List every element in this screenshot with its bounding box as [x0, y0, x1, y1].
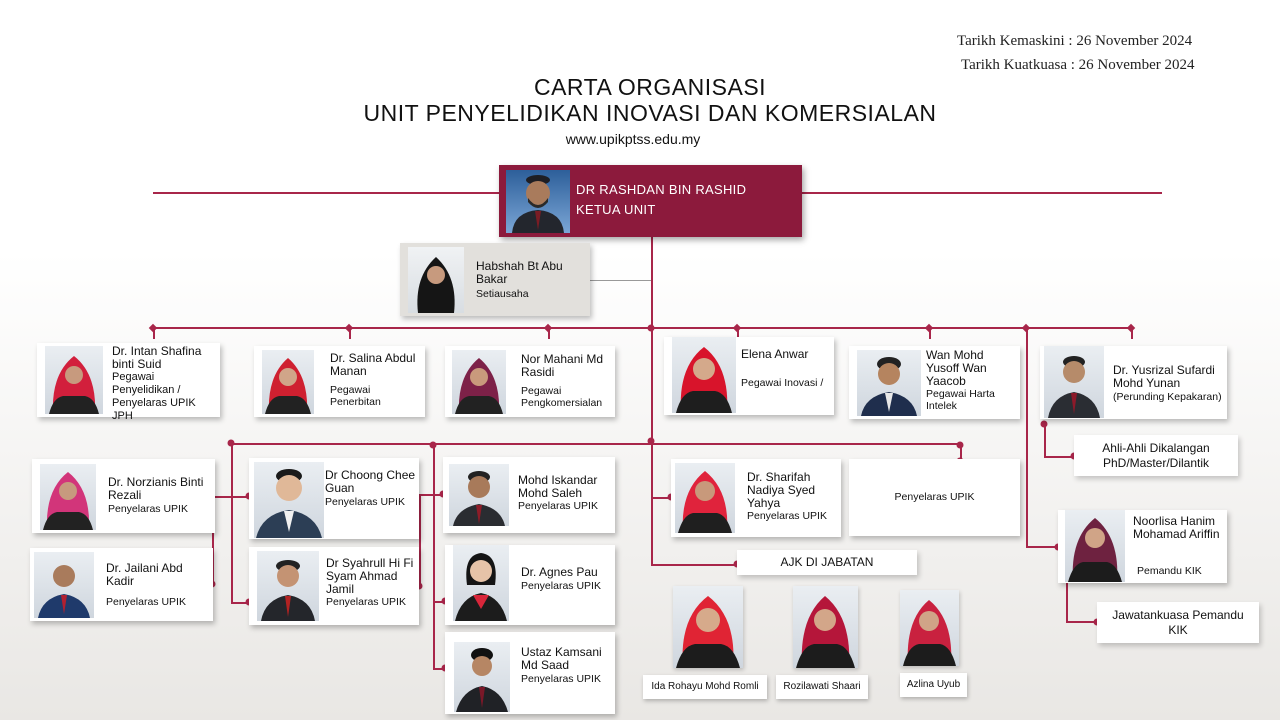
- kik-committee-connector: [1066, 621, 1097, 623]
- secretary-name: Habshah Bt Abu Bakar: [476, 259, 563, 286]
- kik-name: Noorlisa Hanim Mohamad Ariffin: [1133, 514, 1220, 541]
- ajk-label-box[interactable]: AJK DI JABATAN: [737, 550, 917, 575]
- person-avatar-icon: [262, 350, 314, 414]
- person-avatar-icon: [1044, 346, 1104, 418]
- head-photo: [506, 170, 570, 233]
- junction-dot: [228, 440, 235, 447]
- kik-branch-line: [1026, 327, 1028, 547]
- junction-dot: [648, 325, 655, 332]
- coord-connector: [212, 496, 249, 498]
- officer-card[interactable]: [1040, 346, 1227, 419]
- officer-bus-line: [153, 327, 1131, 329]
- kik-role: Pemandu KIK: [1137, 565, 1202, 577]
- person-avatar-icon: [454, 642, 510, 712]
- person-avatar-icon: [900, 590, 959, 666]
- officer-role: Pegawai Harta Intelek: [926, 388, 995, 412]
- junction-diamond: [544, 324, 552, 332]
- junction-diamond: [925, 324, 933, 332]
- coordinator-name: Dr. Sharifah Nadiya Syed Yahya: [747, 470, 816, 510]
- secretary-card[interactable]: [400, 243, 590, 316]
- person-avatar-icon: [449, 464, 509, 526]
- secretary-photo: [408, 247, 464, 313]
- coordinator-name: Dr Syahrull Hi Fi Syam Ahmad Jamil: [326, 556, 414, 596]
- header-rule-left: [153, 192, 500, 194]
- junction-diamond: [149, 324, 157, 332]
- coordinator-card[interactable]: [849, 459, 1020, 536]
- coordinator-card[interactable]: [249, 547, 419, 625]
- junction-dot: [430, 442, 437, 449]
- officer-role: Pegawai Penyelidikan / Penyelaras UPIK JPH: [112, 371, 196, 422]
- coordinator-role: Penyelaras UPIK: [518, 500, 598, 512]
- head-name: DR RASHDAN BIN RASHID: [576, 182, 747, 197]
- person-avatar-icon: [452, 350, 506, 414]
- kik-committee-box[interactable]: Jawatankuasa Pemandu KIK: [1097, 602, 1259, 643]
- person-avatar-icon: [34, 552, 94, 618]
- junction-dot: [1041, 421, 1048, 428]
- junction-diamond: [345, 324, 353, 332]
- person-avatar-icon: [453, 545, 509, 621]
- officer-role: Pegawai Penerbitan: [330, 384, 381, 408]
- junction-dot: [648, 438, 655, 445]
- coordinator-role: Penyelaras UPIK: [521, 673, 601, 685]
- coordinator-card[interactable]: [445, 632, 615, 714]
- ajk-member-name: Rozilawati Shaari: [776, 675, 868, 699]
- officer-photo: [452, 350, 506, 414]
- kik-card[interactable]: [1058, 510, 1227, 583]
- coordinator-role: Penyelaras UPIK: [747, 510, 827, 522]
- officer-name: Nor Mahani Md Rasidi: [521, 352, 604, 379]
- person-avatar-icon: [254, 462, 324, 538]
- header-rule-right: [802, 192, 1162, 194]
- effective-date: Tarikh Kuatkuasa : 26 November 2024: [961, 57, 1195, 73]
- coordinator-name: Dr. Norzianis Binti Rezali: [108, 475, 204, 502]
- person-avatar-icon: [675, 463, 735, 533]
- person-avatar-icon: [857, 350, 921, 416]
- junction-dot: [957, 442, 964, 449]
- coordinator-photo: [449, 464, 509, 526]
- coordinator-name: Mohd Iskandar Mohd Saleh: [518, 473, 598, 500]
- coordinator-photo: [34, 552, 94, 618]
- coordinator-photo: [453, 545, 509, 621]
- coordinator-role: Penyelaras UPIK: [106, 596, 186, 608]
- coordinator-card[interactable]: [671, 459, 841, 537]
- coordinator-name: Dr. Jailani Abd Kadir: [106, 561, 183, 588]
- secretary-connector: [590, 280, 651, 281]
- coordinator-role: Penyelaras UPIK: [894, 491, 975, 503]
- main-trunk-line: [651, 237, 653, 565]
- officer-name: Dr. Intan Shafina binti Suid: [112, 344, 202, 371]
- coordinator-role: Penyelaras UPIK: [326, 596, 406, 608]
- officer-photo: [262, 350, 314, 414]
- website-url[interactable]: www.upikptss.edu.my: [565, 131, 701, 147]
- ajk-member-name: Azlina Uyub: [900, 673, 967, 697]
- person-avatar-icon: [673, 586, 743, 668]
- officer-photo: [857, 350, 921, 416]
- page-subtitle: UNIT PENYELIDIKAN INOVASI DAN KOMERSIALAN: [363, 100, 937, 126]
- person-avatar-icon: [793, 586, 858, 668]
- page-title: CARTA ORGANISASI: [533, 74, 767, 100]
- experts-box[interactable]: Ahli-Ahli Dikalangan PhD/Master/Dilantik: [1074, 435, 1238, 476]
- coordinator-card[interactable]: [445, 545, 615, 625]
- junction-diamond: [1127, 324, 1135, 332]
- experts-connector: [1044, 456, 1074, 458]
- officer-photo: [672, 337, 736, 413]
- officer-name: Elena Anwar: [741, 347, 809, 361]
- coordinator-card[interactable]: [32, 459, 215, 533]
- coordinator-card[interactable]: [30, 548, 213, 621]
- head-role: KETUA UNIT: [576, 202, 656, 217]
- person-avatar-icon: [408, 247, 464, 313]
- coordinator-photo: [40, 464, 96, 530]
- officer-name: Dr. Salina Abdul Manan: [330, 351, 416, 378]
- officer-card[interactable]: [664, 337, 834, 415]
- coordinator-name: Ustaz Kamsani Md Saad: [521, 645, 602, 672]
- officer-name: Dr. Yusrizal Sufardi Mohd Yunan: [1113, 363, 1215, 390]
- coordinator-role: Penyelaras UPIK: [521, 580, 601, 592]
- coordinator-photo: [675, 463, 735, 533]
- kik-photo: [1065, 510, 1125, 582]
- coordinator-role: Penyelaras UPIK: [325, 496, 405, 508]
- coordinator-bus-line: [231, 443, 960, 445]
- ajk-member-photo: [793, 586, 858, 668]
- kik-connector: [1026, 546, 1058, 548]
- officer-role: (Perunding Kepakaran): [1113, 391, 1222, 403]
- officer-card[interactable]: [445, 346, 615, 417]
- person-avatar-icon: [672, 337, 736, 413]
- update-date: Tarikh Kemaskini : 26 November 2024: [957, 33, 1193, 49]
- ajk-member-photo: [900, 590, 959, 666]
- officer-card[interactable]: [37, 343, 220, 422]
- person-avatar-icon: [257, 551, 319, 621]
- person-avatar-icon: [40, 464, 96, 530]
- officer-photo: [45, 346, 103, 414]
- officer-role: Pegawai Inovasi /: [741, 377, 824, 389]
- coordinator-name: Dr Choong Chee Guan: [325, 468, 416, 495]
- person-avatar-icon: [45, 346, 103, 414]
- coord-branch-c: [433, 443, 435, 669]
- person-avatar-icon: [506, 170, 570, 233]
- head-card[interactable]: [499, 165, 802, 237]
- junction-diamond: [733, 324, 741, 332]
- coordinator-card[interactable]: [249, 458, 419, 539]
- ajk-member-photo: [673, 586, 743, 668]
- officer-role: Pegawai Pengkomersialan: [521, 385, 603, 409]
- coordinator-photo: [257, 551, 319, 621]
- officer-card[interactable]: [254, 346, 425, 417]
- ajk-connector: [651, 564, 737, 566]
- officer-name: Wan Mohd Yusoff Wan Yaacob: [926, 348, 987, 388]
- secretary-role: Setiausaha: [476, 288, 529, 300]
- coordinator-photo: [454, 642, 510, 712]
- officer-card[interactable]: [849, 346, 1020, 419]
- junction-diamond: [1022, 324, 1030, 332]
- coordinator-name: Dr. Agnes Pau: [521, 565, 598, 579]
- coord-branch-a: [231, 443, 233, 603]
- coordinator-card[interactable]: [443, 457, 615, 533]
- officer-photo: [1044, 346, 1104, 418]
- person-avatar-icon: [1065, 510, 1125, 582]
- coordinator-role: Penyelaras UPIK: [108, 503, 188, 515]
- coordinator-photo: [254, 462, 324, 538]
- ajk-member-name: Ida Rohayu Mohd Romli: [643, 675, 767, 699]
- coord-branch-d: [419, 494, 421, 586]
- kik-committee-branch-line: [1066, 582, 1068, 622]
